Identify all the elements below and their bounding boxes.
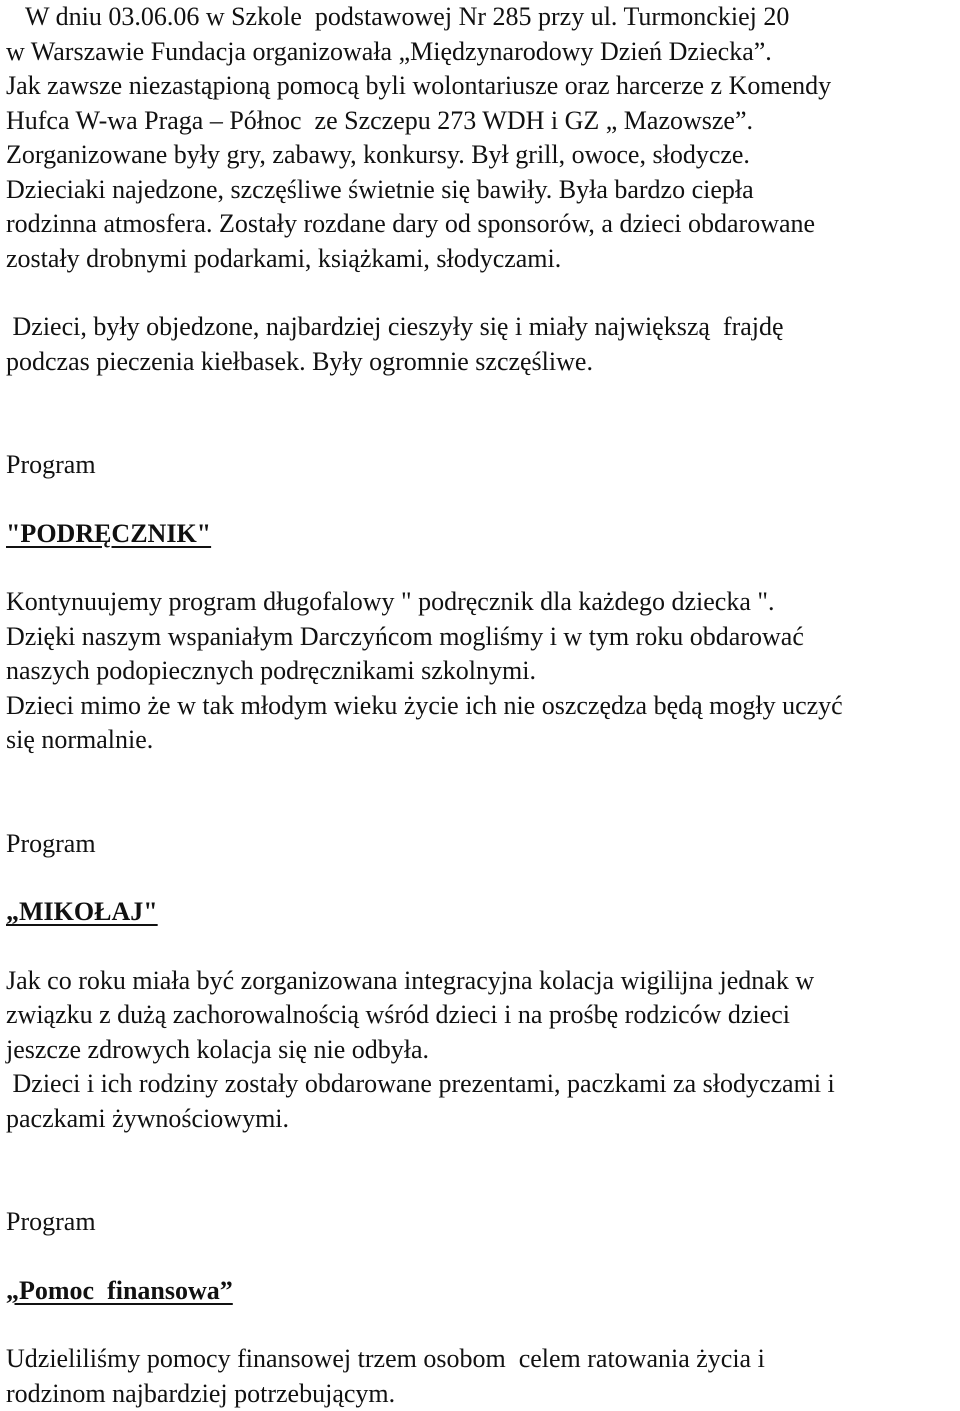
spacer xyxy=(6,861,956,895)
program-heading: "PODRĘCZNIK" xyxy=(6,517,956,552)
intro-extra-line: Dzieci, były objedzone, najbardziej cieszyły się i miały największą frajdę xyxy=(6,310,956,345)
program-line: Jak co roku miała być zorganizowana integracyjna kolacja wigilijna jednak w xyxy=(6,964,956,999)
program-line: Udzieliliśmy pomocy finansowej trzem osobom celem ratowania życia i xyxy=(6,1342,956,1377)
program-line: Dzieci i ich rodziny zostały obdarowane prezentami, paczkami za słodyczami i xyxy=(6,1067,956,1102)
program-section-mikolaj xyxy=(6,827,956,1137)
program-label: Program xyxy=(6,448,956,483)
program-line: paczkami żywnościowymi. xyxy=(6,1102,956,1137)
intro-line: zostały drobnymi podarkami, książkami, słodyczami. xyxy=(6,242,956,277)
intro-section xyxy=(6,0,956,379)
spacer xyxy=(6,1240,956,1274)
spacer xyxy=(6,276,956,310)
program-line: Dzieci mimo że w tak młodym wieku życie ich nie oszczędza będą mogły uczyć xyxy=(6,689,956,724)
intro-line: rodzinna atmosfera. Zostały rozdane dary od sponsorów, a dzieci obdarowane xyxy=(6,207,956,242)
spacer xyxy=(6,551,956,585)
intro-line: Hufca W-wa Praga – Północ ze Szczepu 273 WDH i GZ „ Mazowsze”. xyxy=(6,104,956,139)
program-label: Program xyxy=(6,827,956,862)
spacer xyxy=(6,758,956,827)
program-line: naszych podopiecznych podręcznikami szkolnymi. xyxy=(6,654,956,689)
program-label: Program xyxy=(6,1205,956,1240)
intro-line: Zorganizowane były gry, zabawy, konkursy. Był grill, owoce, słodycze. xyxy=(6,138,956,173)
program-section-pomoc-finansowa xyxy=(6,1205,956,1411)
document-page xyxy=(6,0,956,1411)
program-line: związku z dużą zachorowalnością wśród dzieci i na prośbę rodziców dzieci xyxy=(6,998,956,1033)
program-heading: „MIKOŁAJ" xyxy=(6,895,956,930)
intro-line: Jak zawsze niezastąpioną pomocą byli wolontariusze oraz harcerze z Komendy xyxy=(6,69,956,104)
intro-line: W dniu 03.06.06 w Szkole podstawowej Nr 285 przy ul. Turmonckiej 20 xyxy=(6,0,956,35)
program-line: Dzięki naszym wspaniałym Darczyńcom mogliśmy i w tym roku obdarować xyxy=(6,620,956,655)
spacer xyxy=(6,483,956,517)
intro-extra-line: podczas pieczenia kiełbasek. Były ogromnie szczęśliwe. xyxy=(6,345,956,380)
spacer xyxy=(6,379,956,448)
intro-line: w Warszawie Fundacja organizowała „Międzynarodowy Dzień Dziecka”. xyxy=(6,35,956,70)
spacer xyxy=(6,1308,956,1342)
program-section-podrecznik xyxy=(6,448,956,758)
program-line: się normalnie. xyxy=(6,723,956,758)
program-line: jeszcze zdrowych kolacja się nie odbyła. xyxy=(6,1033,956,1068)
spacer xyxy=(6,1136,956,1205)
program-line: rodzinom najbardziej potrzebującym. xyxy=(6,1377,956,1411)
spacer xyxy=(6,930,956,964)
program-line: Kontynuujemy program długofalowy " podręcznik dla każdego dziecka ". xyxy=(6,585,956,620)
intro-line: Dzieciaki najedzone, szczęśliwe świetnie się bawiły. Była bardzo ciepła xyxy=(6,173,956,208)
program-heading: „Pomoc finansowa” xyxy=(6,1274,956,1309)
